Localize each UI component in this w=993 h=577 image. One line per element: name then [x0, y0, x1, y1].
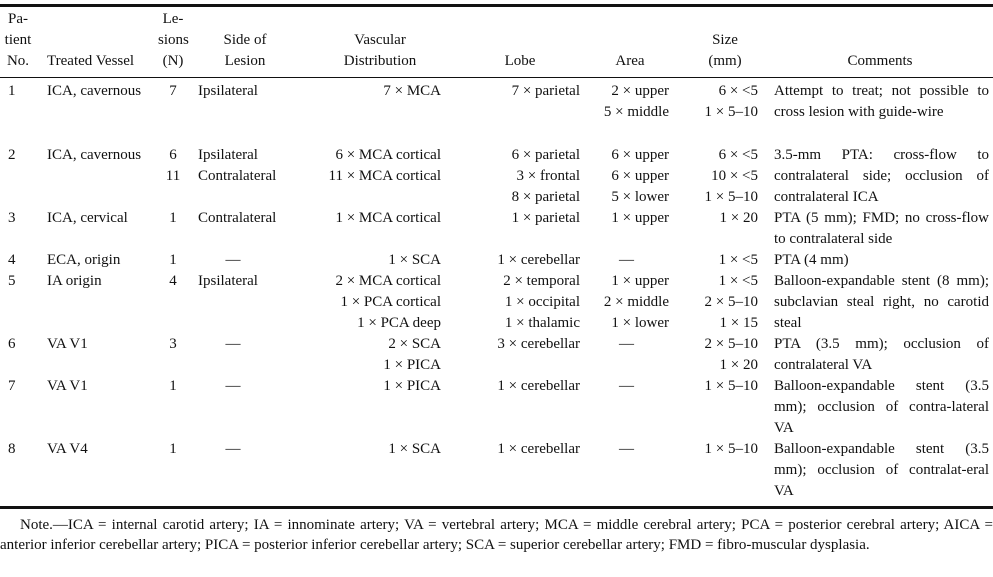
- cell-comments: Attempt to treat; not possible to cross lesion with guide-wire: [774, 83, 989, 120]
- cell-vascular: 6 × MCA cortical 11 × MCA cortical: [328, 147, 441, 184]
- header-lobe: Lobe: [504, 53, 536, 69]
- top-rule: [0, 4, 993, 7]
- cell-side: —: [225, 378, 241, 394]
- cell-patient-no: 3: [8, 210, 16, 226]
- header-treated-vessel: Treated Vessel: [47, 53, 135, 69]
- cell-area: —: [619, 378, 634, 394]
- cell-comments: Balloon-expandable stent (3.5 mm); occlusion of contra-lateral VA: [774, 378, 989, 436]
- cell-vessel: VA V4: [47, 441, 88, 457]
- cell-side: Ipsilateral: [198, 273, 258, 289]
- bottom-rule: [0, 506, 993, 509]
- cell-area: —: [619, 441, 634, 457]
- cell-vascular: 2 × MCA cortical 1 × PCA cortical 1 × PCA deep: [335, 273, 441, 331]
- cell-lesions: 6 11: [165, 147, 181, 184]
- cell-size: 1 × 5–10: [704, 378, 758, 394]
- cell-vessel: ICA, cavernous: [47, 83, 142, 99]
- cell-comments: Balloon-expandable stent (3.5 mm); occlusion of contralat-eral VA: [774, 441, 989, 499]
- cell-lesions: 3: [169, 336, 177, 352]
- cell-size: 1 × <5: [718, 252, 758, 268]
- cell-lesions: 4: [169, 273, 177, 289]
- cell-area: 6 × upper 6 × upper 5 × lower: [611, 147, 669, 205]
- cell-lobe: 2 × temporal 1 × occipital 1 × thalamic: [503, 273, 580, 331]
- header-size: Size (mm): [708, 32, 742, 69]
- cell-lesions: 1: [169, 441, 177, 457]
- cell-vascular: 1 × MCA cortical: [335, 210, 441, 226]
- table-note: Note.—ICA = internal carotid artery; IA = innominate artery; VA = vertebral artery; MCA = middle cerebral artery; PCA = posterior cerebral artery; AICA = anterior inferior cerebellar artery; PICA = posterior inferior cerebellar artery; SCA = superior cerebellar artery; FMD = fibro-muscular dysplasia.: [0, 517, 993, 553]
- cell-vessel: ICA, cervical: [47, 210, 128, 226]
- cell-area: —: [619, 252, 634, 268]
- header-comments: Comments: [847, 53, 913, 69]
- cell-area: 1 × upper: [611, 210, 669, 226]
- cell-size: 1 × 20: [719, 210, 758, 226]
- cell-side: —: [225, 336, 241, 352]
- cell-patient-no: 4: [8, 252, 16, 268]
- cell-side: Contralateral: [198, 210, 277, 226]
- cell-patient-no: 8: [8, 441, 16, 457]
- cell-vascular: 1 × PICA: [383, 378, 441, 394]
- cell-lobe: 7 × parietal: [511, 83, 580, 99]
- cell-lesions: 7: [169, 83, 177, 99]
- cell-vascular: 1 × SCA: [388, 441, 441, 457]
- cell-lobe: 1 × cerebellar: [497, 378, 580, 394]
- cell-lobe: 1 × cerebellar: [497, 252, 580, 268]
- header-area: Area: [615, 53, 645, 69]
- cell-patient-no: 2: [8, 147, 16, 163]
- cell-lobe: 1 × parietal: [511, 210, 580, 226]
- cell-lobe: 1 × cerebellar: [497, 441, 580, 457]
- cell-side: —: [225, 252, 241, 268]
- cell-vascular: 7 × MCA: [383, 83, 441, 99]
- header-patient-no: Pa- tient No.: [4, 11, 32, 69]
- header-side: Side of Lesion: [223, 32, 267, 69]
- cell-vessel: VA V1: [47, 378, 88, 394]
- cell-patient-no: 5: [8, 273, 16, 289]
- cell-area: 1 × upper 2 × middle 1 × lower: [603, 273, 669, 331]
- cell-patient-no: 6: [8, 336, 16, 352]
- cell-comments: 3.5-mm PTA: cross-flow to contralateral side; occlusion of contralateral ICA: [774, 147, 989, 205]
- cell-patient-no: 7: [8, 378, 16, 394]
- cell-lesions: 1: [169, 252, 177, 268]
- cell-lobe: 3 × cerebellar: [497, 336, 580, 352]
- cell-area: —: [619, 336, 634, 352]
- header-lesions: Le- sions (N): [158, 11, 189, 69]
- cell-vessel: VA V1: [47, 336, 88, 352]
- cell-comments: PTA (5 mm); FMD; no cross-flow to contralateral side: [774, 210, 989, 247]
- cell-size: 1 × 5–10: [704, 441, 758, 457]
- cell-size: 6 × <5 10 × <5 1 × 5–10: [704, 147, 758, 205]
- cell-comments: Balloon-expandable stent (8 mm); subclavian steal right, no carotid steal: [774, 273, 989, 331]
- cell-comments: PTA (4 mm): [774, 252, 849, 268]
- cell-size: 6 × <5 1 × 5–10: [704, 83, 758, 120]
- cell-comments: PTA (3.5 mm); occlusion of contralateral VA: [774, 336, 989, 373]
- cell-side: Ipsilateral: [198, 83, 258, 99]
- cell-vessel: ECA, origin: [47, 252, 121, 268]
- cell-area: 2 × upper 5 × middle: [603, 83, 669, 120]
- cell-side: —: [225, 441, 241, 457]
- cell-lobe: 6 × parietal 3 × frontal 8 × parietal: [511, 147, 580, 205]
- cell-lesions: 1: [169, 210, 177, 226]
- cell-size: 1 × <5 2 × 5–10 1 × 15: [704, 273, 758, 331]
- cell-vascular: 2 × SCA 1 × PICA: [383, 336, 441, 373]
- cell-vessel: IA origin: [47, 273, 102, 289]
- header-rule: [0, 77, 993, 78]
- header-vascular: Vascular Distribution: [343, 32, 417, 69]
- cell-patient-no: 1: [8, 83, 16, 99]
- cell-size: 2 × 5–10 1 × 20: [704, 336, 758, 373]
- cell-vessel: ICA, cavernous: [47, 147, 142, 163]
- cell-side: Ipsilateral Contralateral: [198, 147, 277, 184]
- cell-vascular: 1 × SCA: [388, 252, 441, 268]
- cell-lesions: 1: [169, 378, 177, 394]
